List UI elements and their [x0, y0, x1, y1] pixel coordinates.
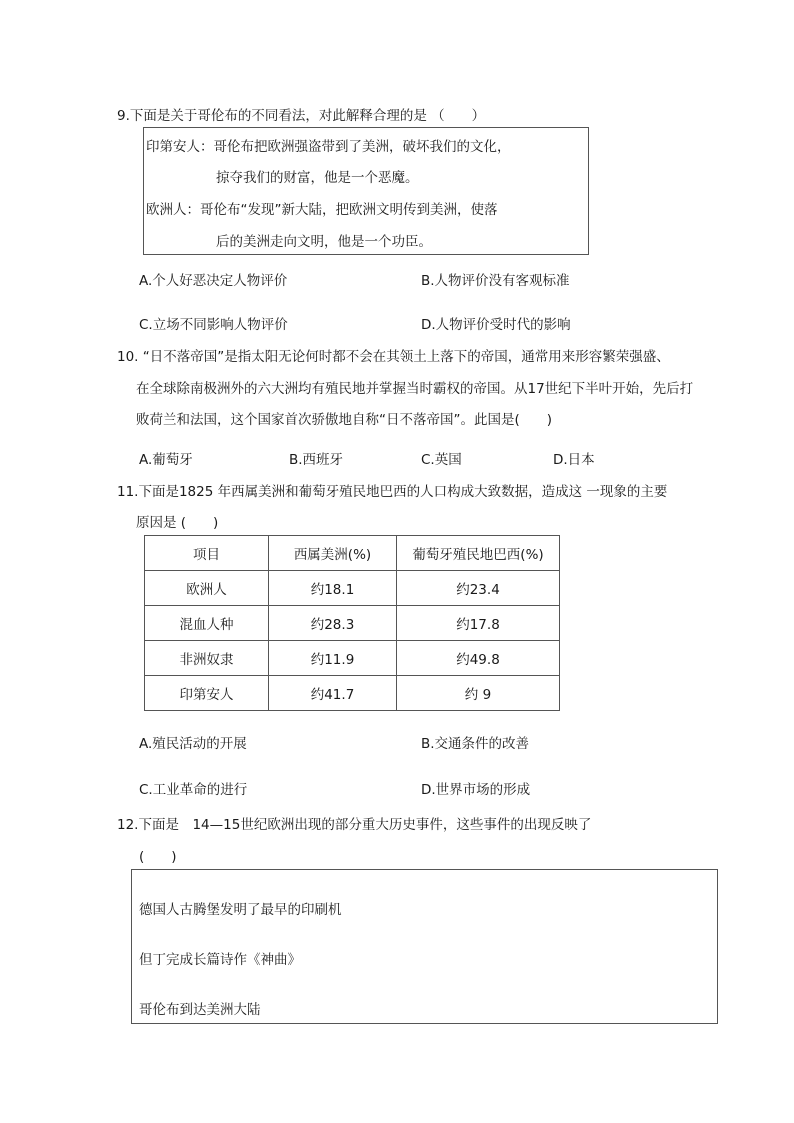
table-cell: 约11.9 — [269, 641, 397, 676]
q9-stem: 9.下面是关于哥伦布的不同看法，对此解释合理的是 （ ） — [117, 108, 486, 124]
table-cell: 约23.4 — [397, 571, 560, 606]
population-table — [144, 535, 560, 711]
q10-option-c[interactable]: C.英国 — [421, 452, 462, 468]
q9-quote-line1: 印第安人：哥伦布把欧洲强盗带到了美洲，破坏我们的文化， — [146, 139, 511, 155]
q10-line2: 在全球除南极洲外的六大洲均有殖民地并掌握当时霸权的帝国。从17世纪下半叶开始，先后打 — [136, 381, 694, 397]
q9-option-c[interactable]: C.立场不同影响人物评价 — [139, 317, 288, 333]
q11-option-a[interactable]: A.殖民活动的开展 — [139, 736, 247, 752]
table-cell: 约 9 — [397, 676, 560, 711]
q10-option-d[interactable]: D.日本 — [553, 452, 595, 468]
q12-event-3: 哥伦布到达美洲大陆 — [139, 1002, 261, 1018]
table-cell: 欧洲人 — [145, 571, 269, 606]
table-header-cell: 西属美洲(%) — [269, 536, 397, 571]
q9-option-a[interactable]: A.个人好恶决定人物评价 — [139, 273, 288, 289]
table-cell: 约18.1 — [269, 571, 397, 606]
q9-quote-line3: 欧洲人：哥伦布“发现”新大陆，把欧洲文明传到美洲，使落 — [146, 202, 498, 218]
table-cell: 约28.3 — [269, 606, 397, 641]
table-cell: 约49.8 — [397, 641, 560, 676]
q11-option-b[interactable]: B.交通条件的改善 — [421, 736, 530, 752]
q12-line2: ( ) — [139, 849, 177, 865]
q11-line1: 11.下面是1825 年西属美洲和葡萄牙殖民地巴西的人口构成大致数据，造成这 一现象的主要 — [117, 484, 668, 500]
table-cell: 约41.7 — [269, 676, 397, 711]
table-row — [145, 606, 560, 641]
q10-line1: 10. “日不落帝国”是指太阳无论何时都不会在其领土上落下的帝国，通常用来形容繁荣强盛、 — [117, 349, 670, 365]
table-row — [145, 571, 560, 606]
q11-line2: 原因是 ( ) — [136, 515, 219, 531]
q9-option-b[interactable]: B.人物评价没有客观标准 — [421, 273, 570, 289]
q9-option-d[interactable]: D.人物评价受时代的影响 — [421, 317, 571, 333]
q12-line1: 12.下面是 14—15世纪欧洲出现的部分重大历史事件，这些事件的出现反映了 — [117, 817, 592, 833]
q10-option-a[interactable]: A.葡萄牙 — [139, 452, 193, 468]
table-header-cell: 项目 — [145, 536, 269, 571]
q12-event-1: 德国人古腾堡发明了最早的印刷机 — [139, 902, 342, 918]
q9-quote-line2: 掠夺我们的财富，他是一个恶魔。 — [216, 170, 419, 186]
q10-option-b[interactable]: B.西班牙 — [289, 452, 344, 468]
q11-option-d[interactable]: D.世界市场的形成 — [421, 782, 531, 798]
table-cell: 约17.8 — [397, 606, 560, 641]
table-cell: 非洲奴隶 — [145, 641, 269, 676]
q9-quote-line4: 后的美洲走向文明，他是一个功臣。 — [216, 234, 432, 250]
q11-option-c[interactable]: C.工业革命的进行 — [139, 782, 248, 798]
table-cell: 混血人种 — [145, 606, 269, 641]
table-row — [145, 676, 560, 711]
q10-line3: 败荷兰和法国，这个国家首次骄傲地自称“日不落帝国”。此国是( ) — [136, 412, 553, 428]
table-cell: 印第安人 — [145, 676, 269, 711]
table-row — [145, 641, 560, 676]
q12-event-2: 但丁完成长篇诗作《神曲》 — [139, 952, 301, 968]
table-header-cell: 葡萄牙殖民地巴西(%) — [397, 536, 560, 571]
table-header-row — [145, 536, 560, 571]
